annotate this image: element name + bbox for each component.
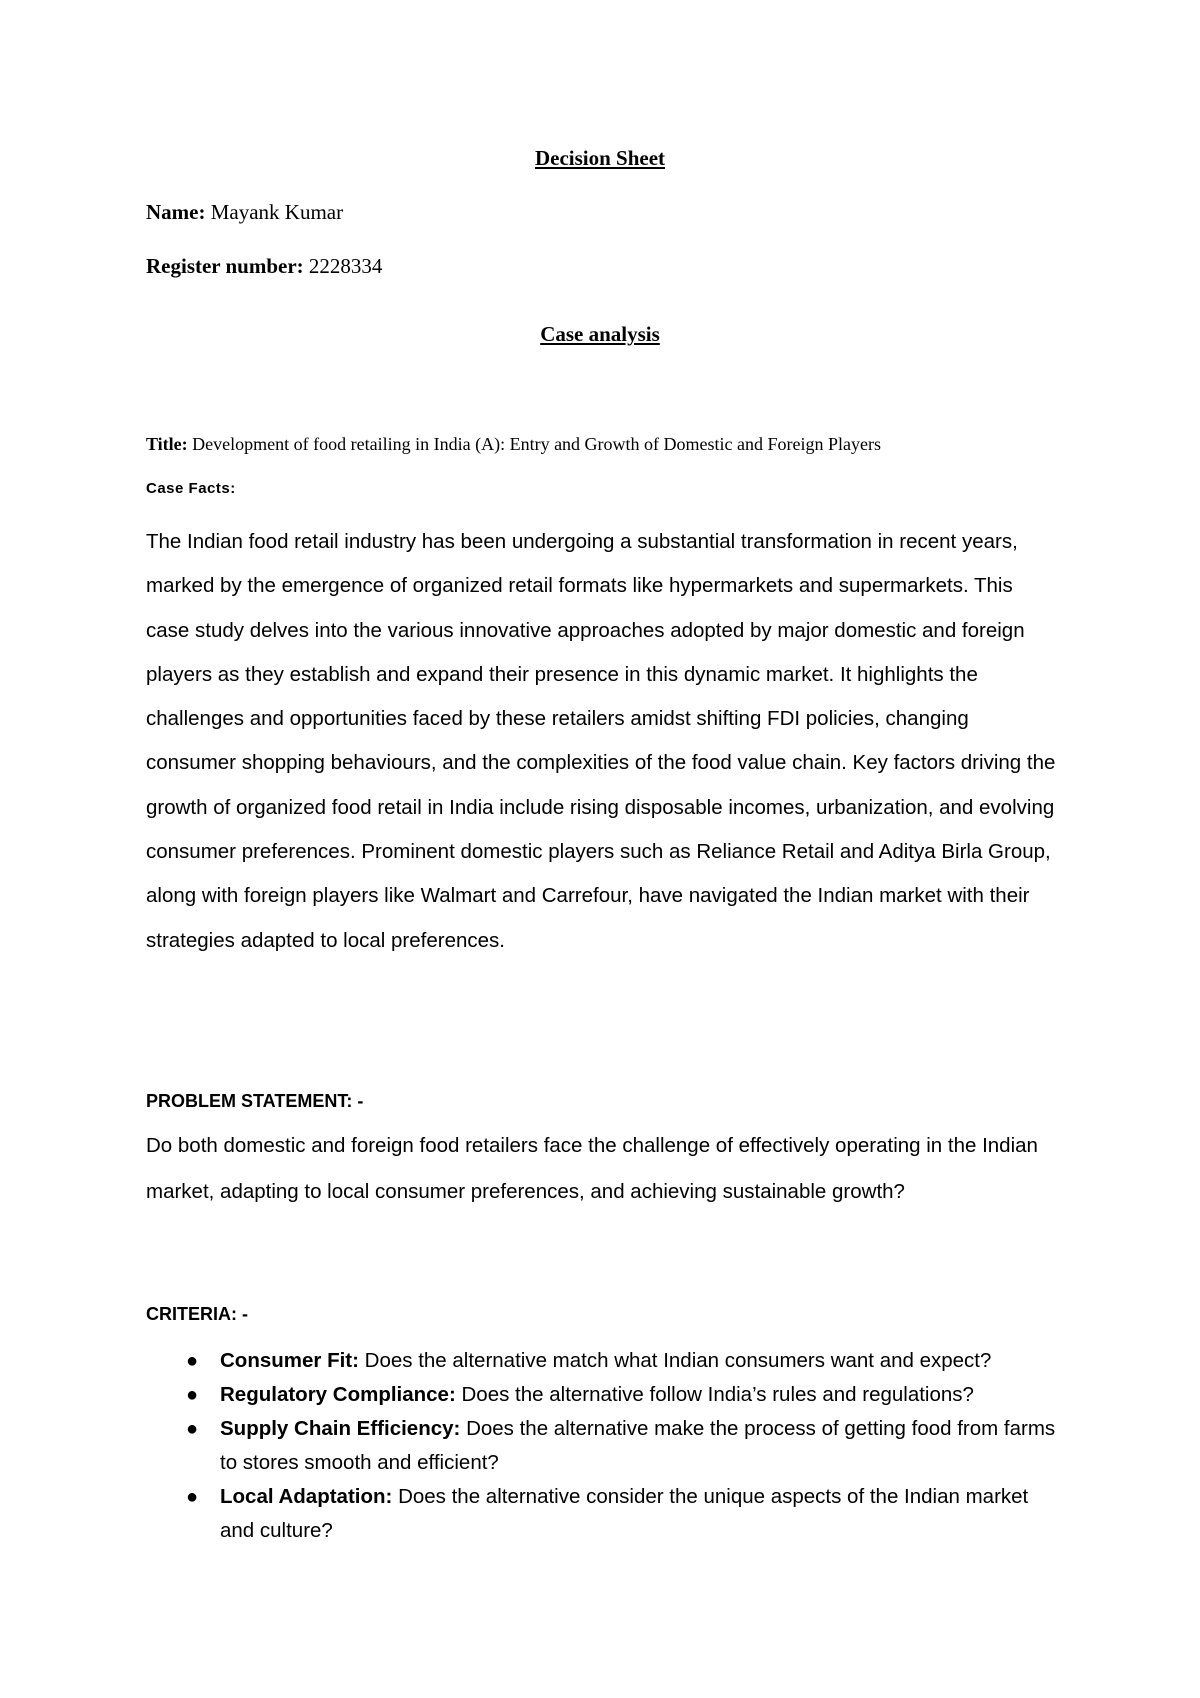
register-value: 2228334 (308, 254, 383, 278)
register-line (146, 254, 382, 279)
criteria-list (146, 1344, 1066, 1548)
problem-statement-paragraph: Do both domestic and foreign food retailers face the challenge of effectively operating in the Indian market, adapting to local consumer preferences, and achieving sustainable growth? (146, 1134, 1038, 1203)
case-title-label: Title: (146, 434, 188, 454)
criteria-name: Supply Chain Efficiency: (220, 1417, 461, 1440)
bullet-icon: ● (186, 1418, 199, 1440)
criteria-name: Local Adaptation: (220, 1485, 393, 1508)
criteria-item-supply-chain-efficiency (146, 1412, 1066, 1480)
name-line (146, 200, 343, 225)
criteria-name: Consumer Fit: (220, 1349, 359, 1372)
case-facts-paragraph: The Indian food retail industry has been undergoing a substantial transformation in recent years, marked by the emergence of organized retail formats like hypermarkets and supermarkets. This case study delves into the various innovative approaches adopted by major domestic and foreign players as they establish and expand their presence in this dynamic market. It highlights the challenges and opportunities faced by these retailers amidst shifting FDI policies, changing consumer shopping behaviours, and the complexities of the food value chain. Key factors driving the growth of organized food retail in India include rising disposable incomes, urbanization, and evolving consumer preferences. Prominent domestic players such as Reliance Retail and Aditya Birla Group, along with foreign players like Walmart and Carrefour, have navigated the Indian market with their strategies adapted to local preferences. (146, 530, 1056, 952)
criteria-name: Regulatory Compliance: (220, 1383, 456, 1406)
case-analysis-heading: Case analysis (540, 322, 660, 346)
name-value: Mayank Kumar (210, 200, 344, 224)
criteria-text: Does the alternative consider the unique aspects of the Indian market and culture? (220, 1485, 1029, 1542)
name-label: Name: (146, 200, 206, 224)
document-title: Decision Sheet (534, 146, 666, 170)
case-title-line (146, 434, 881, 455)
criteria-text: Does the alternative make the process of getting food from farms to stores smooth and efficient? (220, 1417, 1056, 1474)
bullet-icon: ● (186, 1384, 199, 1406)
criteria-text: Does the alternative follow India’s rules and regulations? (461, 1383, 974, 1406)
bullet-icon: ● (186, 1486, 199, 1508)
criteria-item-regulatory-compliance (146, 1378, 1066, 1412)
bullet-icon: ● (186, 1350, 199, 1372)
criteria-item-consumer-fit (146, 1344, 1066, 1378)
criteria-label: CRITERIA: - (146, 1304, 248, 1324)
case-facts-label: Case Facts: (146, 480, 236, 497)
register-label: Register number: (146, 254, 304, 278)
case-title-value: Development of food retailing in India (A): Entry and Growth of Domestic and Foreign Players (192, 434, 882, 454)
criteria-item-local-adaptation (146, 1480, 1066, 1548)
criteria-text: Does the alternative match what Indian consumers want and expect? (364, 1349, 992, 1372)
problem-statement-label: PROBLEM STATEMENT: - (146, 1091, 364, 1111)
